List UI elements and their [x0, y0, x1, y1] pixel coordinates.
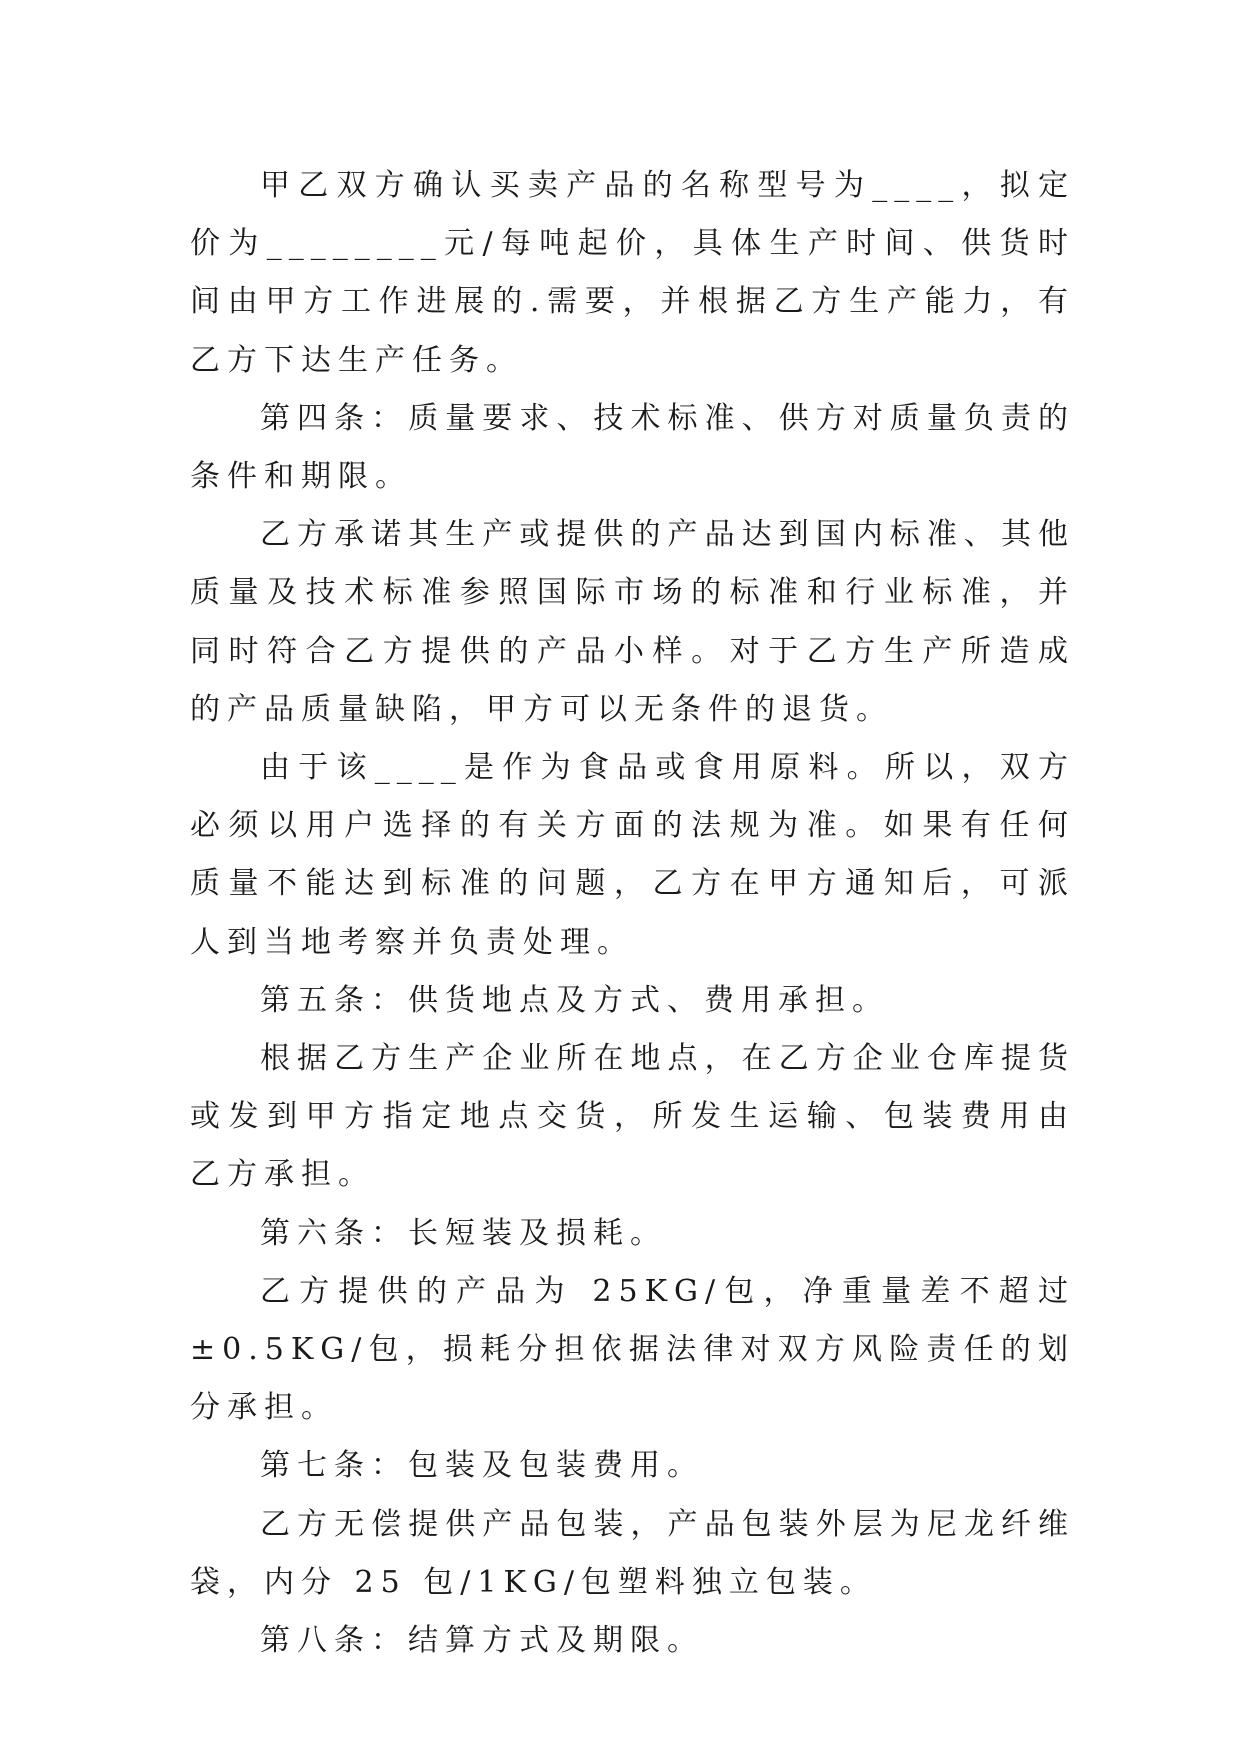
paragraph-delivery: 根据乙方生产企业所在地点，在乙方企业仓库提货或发到甲方指定地点交货，所发生运输、包装费用由乙方承担。	[190, 1041, 1075, 1193]
article-8-heading: 第八条：结算方式及期限。	[260, 1623, 704, 1659]
paragraph-quality-standards: 乙方承诺其生产或提供的产品达到国内标准、其他质量及技术标准参照国际市场的标准和行业标准，并同时符合乙方提供的产品小样。对于乙方生产所造成的产品质量缺陷，甲方可以无条件的退货。	[190, 517, 1075, 727]
article-6-heading: 第六条：长短装及损耗。	[260, 1215, 667, 1251]
paragraph-packaging: 乙方无偿提供产品包装，产品包装外层为尼龙纤维袋，内分 25 包/1KG/包塑料独立包装。	[190, 1506, 1075, 1600]
article-7-heading: 第七条：包装及包装费用。	[260, 1448, 704, 1484]
document-body	[190, 157, 1075, 1670]
article-4-heading: 第四条：质量要求、技术标准、供方对质量负责的条件和期限。	[190, 400, 1075, 495]
paragraph-food-regulations: 由于该____是作为食品或食用原料。所以，双方必须以用户选择的有关方面的法规为准。如果有任何质量不能达到标准的问题，乙方在甲方通知后，可派人到当地考察并负责处理。	[190, 750, 1075, 960]
paragraph-weight-tolerance: 乙方提供的产品为 25KG/包，净重量差不超过±0.5KG/包，损耗分担依据法律对双方风险责任的划分承担。	[190, 1273, 1075, 1426]
article-5-heading: 第五条：供货地点及方式、费用承担。	[260, 982, 889, 1018]
paragraph-product-pricing: 甲乙双方确认买卖产品的名称型号为____，拟定价为________元/每吨起价，具体生产时间、供货时间由甲方工作进展的.需要，并根据乙方生产能力，有乙方下达生产任务。	[190, 168, 1075, 378]
